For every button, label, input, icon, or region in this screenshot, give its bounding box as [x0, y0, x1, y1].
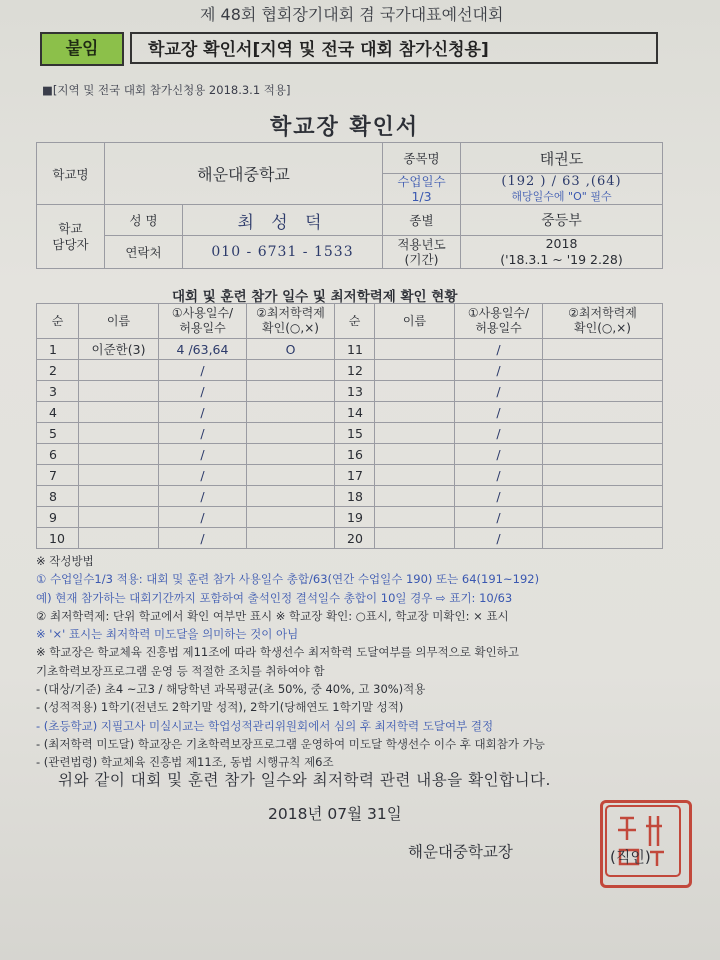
note-5: - (대상/기준) 초4 ~고3 / 해당학년 과목평균(초 50%, 중 40%, 고 30%)적용	[36, 682, 426, 697]
row-name-right	[375, 423, 455, 444]
event-value: 태권도	[461, 143, 663, 174]
section-title: 대회 및 훈련 참가 일수 및 최저학력제 확인 현황	[172, 289, 458, 305]
row-number-right: 17	[335, 465, 375, 486]
note-2: ② 최저학력제: 단위 학교에서 확인 여부만 표시 ※ 학교장 확인: ○표시, 학교장 미확인: × 표시	[36, 608, 509, 623]
note-7: - (초등학교) 지필고사 미실시교는 학업성적관리위원회에서 심의 후 최저학력 도달여부 결정	[36, 718, 494, 733]
school-label: 학교명	[37, 143, 105, 205]
classdays-note: 해당일수에 "O" 필수	[511, 190, 612, 203]
seal-mark: (직인)	[610, 848, 651, 866]
row-number-right: 18	[335, 486, 375, 507]
row-number: 10	[37, 528, 79, 549]
row-name	[79, 507, 159, 528]
table-row	[37, 381, 663, 402]
contact-value: 010 - 6731 - 1533	[183, 236, 383, 269]
row-days: /	[159, 402, 247, 423]
row-min-check-right	[543, 444, 663, 465]
event-label: 종목명	[383, 143, 461, 174]
confirmation-text: 위와 같이 대회 및 훈련 참가 일수와 최저학력 관련 내용을 확인합니다.	[58, 771, 551, 789]
row-number: 2	[37, 360, 79, 381]
row-name-right	[375, 507, 455, 528]
attachment-badge: 붙임	[40, 32, 124, 66]
row-name-right	[375, 381, 455, 402]
row-number: 9	[37, 507, 79, 528]
row-min-check-right	[543, 402, 663, 423]
row-days-right: /	[455, 360, 543, 381]
year-label-2: (기간)	[404, 252, 439, 267]
type-value: 중등부	[461, 205, 663, 236]
name-label: 성 명	[105, 205, 183, 236]
row-name	[79, 360, 159, 381]
row-name-right	[375, 402, 455, 423]
table-row	[37, 528, 663, 549]
official-seal-icon	[600, 800, 692, 888]
table-row	[37, 339, 663, 360]
header-seq-right: 순	[335, 304, 375, 339]
notes-title: ※ 작성방법	[36, 554, 94, 568]
applicability-note: ■[지역 및 전국 대회 참가신청용 2018.3.1 적용]	[42, 83, 291, 97]
row-name	[79, 486, 159, 507]
row-number-right: 12	[335, 360, 375, 381]
year-label-1: 적용년도	[397, 237, 446, 252]
row-min-check-right	[543, 486, 663, 507]
signature-date: 2018년 07월 31일	[268, 805, 402, 823]
participation-table	[36, 303, 663, 549]
row-name	[79, 381, 159, 402]
row-days: /	[159, 465, 247, 486]
classdays-value: (192 ) / 63 ,(64)	[501, 174, 622, 189]
row-days-right: /	[455, 465, 543, 486]
row-name-right	[375, 465, 455, 486]
row-name	[79, 528, 159, 549]
row-number: 8	[37, 486, 79, 507]
row-days: /	[159, 381, 247, 402]
row-number-right: 14	[335, 402, 375, 423]
row-number: 5	[37, 423, 79, 444]
row-days-right: /	[455, 381, 543, 402]
row-min-check-right	[543, 339, 663, 360]
note-8: - (최저학력 미도달) 학교장은 기초학력보장프로그램 운영하여 미도달 학생선수 이수 후 대회참가 가능	[36, 736, 545, 751]
row-min-check	[247, 507, 335, 528]
instructions	[36, 552, 545, 772]
row-number-right: 20	[335, 528, 375, 549]
row-min-check	[247, 423, 335, 444]
row-name-right	[375, 528, 455, 549]
row-min-check	[247, 360, 335, 381]
row-min-check-right	[543, 360, 663, 381]
header-name-right: 이름	[375, 304, 455, 339]
table-row	[37, 402, 663, 423]
row-days: /	[159, 507, 247, 528]
row-name-right	[375, 486, 455, 507]
name-value: 최 성 덕	[183, 205, 383, 236]
note-6: - (성적적용) 1학기(전년도 2학기말 성적), 2학기(당해연도 1학기말 성적)	[36, 700, 404, 715]
row-min-check-right	[543, 381, 663, 402]
row-number-right: 11	[335, 339, 375, 360]
row-min-check	[247, 465, 335, 486]
row-days: 4 /63,64	[159, 339, 247, 360]
note-9: - (관련법령) 학교체육 진흥법 제11조, 동법 시행규칙 제6조	[36, 755, 334, 770]
row-min-check	[247, 381, 335, 402]
row-number: 6	[37, 444, 79, 465]
table-row	[37, 444, 663, 465]
note-1a: ① 수업일수1/3 적용: 대회 및 훈련 참가 사용일수 총합/63(연간 수업일수 190) 또는 64(191~192)	[36, 572, 540, 587]
note-1b: 예) 현재 참가하는 대회기간까지 포함하여 출석인정 결석일수 총합이 10일 경우 ⇨ 표기: 10/63	[36, 590, 513, 605]
note-4a: ※ 학교장은 학교체육 진흥법 제11조에 따라 학생선수 최저학력 도달여부를 의무적으로 확인하고	[36, 645, 519, 660]
year-period: ('18.3.1 ~ '19 2.28)	[500, 252, 623, 267]
row-days: /	[159, 360, 247, 381]
table-row	[37, 360, 663, 381]
school-value: 해운대중학교	[105, 143, 383, 205]
header-name: 이름	[79, 304, 159, 339]
note-4b: 기초학력보장프로그램 운영 등 적절한 조치를 취하여야 함	[36, 663, 325, 678]
row-days: /	[159, 423, 247, 444]
row-number: 1	[37, 339, 79, 360]
row-min-check-right	[543, 423, 663, 444]
manager-label-2: 담당자	[52, 236, 89, 252]
row-days-right: /	[455, 402, 543, 423]
row-min-check-right	[543, 507, 663, 528]
manager-label-1: 학교	[58, 220, 83, 236]
row-number: 7	[37, 465, 79, 486]
row-days: /	[159, 444, 247, 465]
row-name-right	[375, 360, 455, 381]
row-number-right: 15	[335, 423, 375, 444]
row-min-check	[247, 486, 335, 507]
document-title: 학교장 확인서	[270, 115, 420, 140]
row-days-right: /	[455, 486, 543, 507]
principal-name: 해운대중학교장	[408, 843, 513, 861]
row-days: /	[159, 528, 247, 549]
row-name	[79, 423, 159, 444]
row-name	[79, 465, 159, 486]
row-number-right: 16	[335, 444, 375, 465]
row-min-check	[247, 528, 335, 549]
type-label: 종별	[383, 205, 461, 236]
note-3: ※ '×' 표시는 최저학력 미도달을 의미하는 것이 아님	[36, 627, 299, 642]
row-min-check	[247, 444, 335, 465]
row-name	[79, 402, 159, 423]
classdays-sub: 1/3	[411, 189, 432, 204]
row-min-check	[247, 402, 335, 423]
row-days-right: /	[455, 528, 543, 549]
row-days-right: /	[455, 423, 543, 444]
header-seq: 순	[37, 304, 79, 339]
table-row	[37, 465, 663, 486]
row-days: /	[159, 486, 247, 507]
table-row	[37, 507, 663, 528]
row-days-right: /	[455, 444, 543, 465]
row-min-check: O	[247, 339, 335, 360]
header-days-right: ①사용일수/ 허용일수	[455, 304, 543, 339]
school-info-table	[36, 142, 663, 269]
row-min-check-right	[543, 465, 663, 486]
row-number-right: 13	[335, 381, 375, 402]
row-name	[79, 444, 159, 465]
row-name: 이준한(3)	[79, 339, 159, 360]
table-row	[37, 423, 663, 444]
year-value: 2018	[545, 236, 578, 251]
row-days-right: /	[455, 507, 543, 528]
table-row	[37, 486, 663, 507]
row-number-right: 19	[335, 507, 375, 528]
form-title: 학교장 확인서[지역 및 전국 대회 참가신청용]	[130, 32, 658, 64]
row-min-check-right	[543, 528, 663, 549]
row-name-right	[375, 339, 455, 360]
row-days-right: /	[455, 339, 543, 360]
table-header-row	[37, 304, 663, 339]
contact-label: 연락처	[105, 236, 183, 269]
header-min-right: ②최저학력제 확인(○,×)	[543, 304, 663, 339]
header-days: ①사용일수/ 허용일수	[159, 304, 247, 339]
competition-title: 제 48회 협회장기대회 겸 국가대표예선대회	[200, 5, 504, 24]
row-number: 3	[37, 381, 79, 402]
row-number: 4	[37, 402, 79, 423]
row-name-right	[375, 444, 455, 465]
header-min: ②최저학력제 확인(○,×)	[247, 304, 335, 339]
classdays-label: 수업일수	[397, 174, 446, 189]
